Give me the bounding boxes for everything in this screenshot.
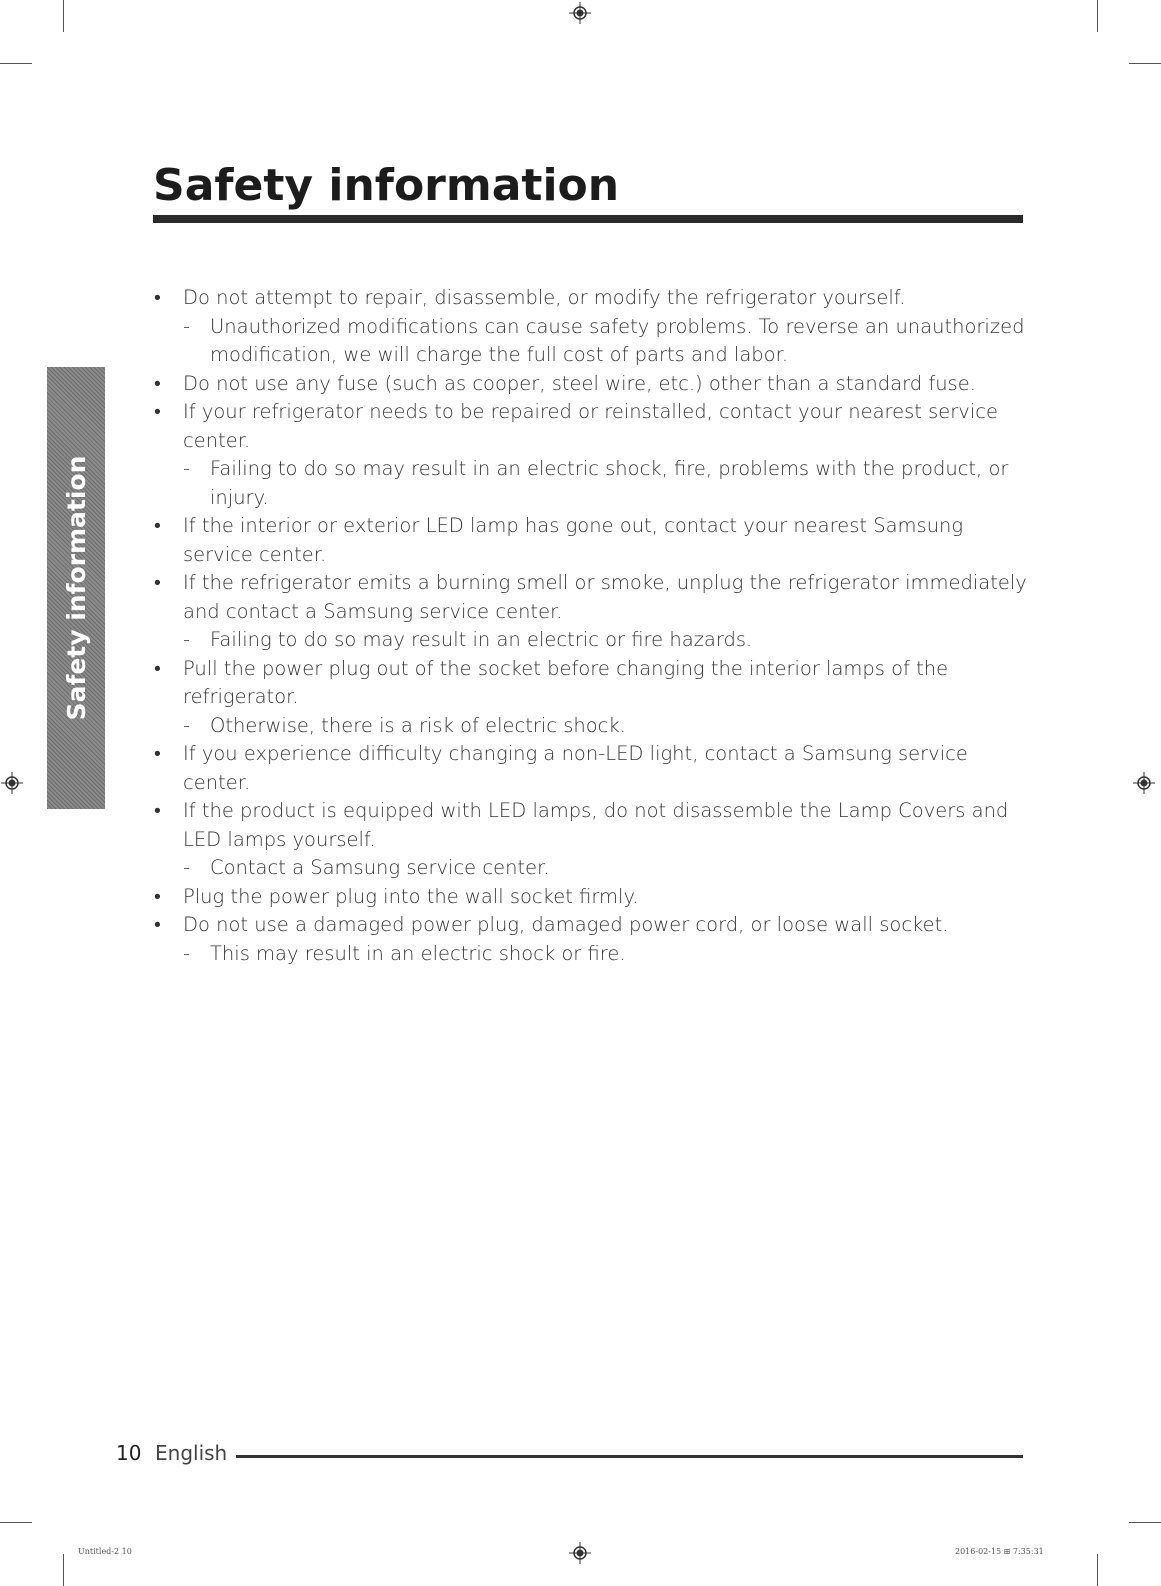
list-item [152,797,1027,854]
list-subitem [152,455,1027,512]
bullet-icon: • [154,371,161,395]
crop-mark [0,63,32,64]
bullet-icon: • [154,742,161,765]
bullet-icon: • [154,286,161,309]
dash-icon: - [183,713,191,737]
side-tab-label: Safety information [61,455,91,721]
crop-mark [1129,63,1161,64]
list-subitem-text: This may result in an electric shock or fire. [210,941,626,965]
registration-mark-icon [1,772,23,794]
list-item-text: If the interior or exterior LED lamp has gone out, contact your nearest Samsung service center. [183,514,964,566]
list-subitem [152,313,1027,370]
list-subitem-text: Contact a Samsung service center. [210,856,550,879]
list-subitem-text: Failing to do so may result in an electric shock, fire, problems with the product, or injury. [210,457,1009,509]
crop-mark [1097,0,1098,32]
crop-mark [0,1522,32,1523]
dash-icon: - [183,314,191,338]
list-item [152,911,1027,940]
list-item-text: Do not use any fuse (such as cooper, steel wire, etc.) other than a standard fuse. [183,371,976,395]
dash-icon: - [183,457,191,480]
bullet-icon: • [154,514,161,537]
list-item [152,512,1027,569]
list-subitem-text: Otherwise, there is a risk of electric shock. [210,713,626,737]
crop-mark [63,1554,64,1586]
crop-mark [1097,1554,1098,1586]
list-item-text: Do not use a damaged power plug, damaged power cord, or loose wall socket. [183,913,949,936]
list-subitem [152,626,1027,655]
list-subitem-text: Unauthorized modifications can cause safety problems. To reverse an unauthorized modification, we will charge the full cost of parts and labor. [210,314,1025,366]
list-item [152,370,1027,399]
list-subitem [152,940,1027,969]
title-divider [153,215,1023,223]
dash-icon: - [183,856,191,879]
registration-mark-icon [569,2,591,24]
list-subitem-text: Failing to do so may result in an electric or fire hazards. [210,628,753,651]
side-tab [47,367,105,809]
list-item [152,655,1027,712]
footer-divider [236,1455,1023,1458]
footer-language: English [155,1441,228,1465]
page-number: 10 [116,1441,142,1465]
list-item [152,740,1027,797]
list-item-text: If the refrigerator emits a burning smell or smoke, unplug the refrigerator immediately and contact a Samsung service center. [183,571,1027,623]
print-slug-right: 2016-02-15 ⊞ 7:35:31 [955,1547,1044,1556]
list-item [152,569,1027,626]
registration-mark-icon [1133,772,1155,794]
bullet-icon: • [154,571,161,594]
dash-icon: - [183,941,191,965]
bullet-icon: • [154,913,161,936]
list-item-text: Plug the power plug into the wall socket firmly. [183,884,639,908]
list-item-text: Pull the power plug out of the socket before changing the interior lamps of the refrigerator. [183,656,949,708]
bullet-icon: • [154,799,161,822]
list-subitem [152,712,1027,741]
page-title: Safety information [153,160,620,211]
list-item [152,883,1027,912]
list-item-text: Do not attempt to repair, disassemble, or modify the refrigerator yourself. [183,286,906,309]
list-item [152,284,1027,313]
bullet-icon: • [154,656,161,680]
safety-list [152,284,1027,968]
list-item [152,398,1027,455]
print-slug-left: Untitled-2 10 [78,1547,132,1556]
list-item-text: If your refrigerator needs to be repaired or reinstalled, contact your nearest service center. [183,400,998,452]
bullet-icon: • [154,884,161,908]
list-subitem [152,854,1027,883]
crop-mark [1129,1522,1161,1523]
list-item-text: If you experience difficulty changing a non-LED light, contact a Samsung service center. [183,742,968,794]
registration-mark-icon [569,1542,591,1564]
dash-icon: - [183,628,191,651]
list-item-text: If the product is equipped with LED lamps, do not disassemble the Lamp Covers and LED lamps yourself. [183,799,1009,851]
bullet-icon: • [154,400,161,423]
crop-mark [63,0,64,32]
